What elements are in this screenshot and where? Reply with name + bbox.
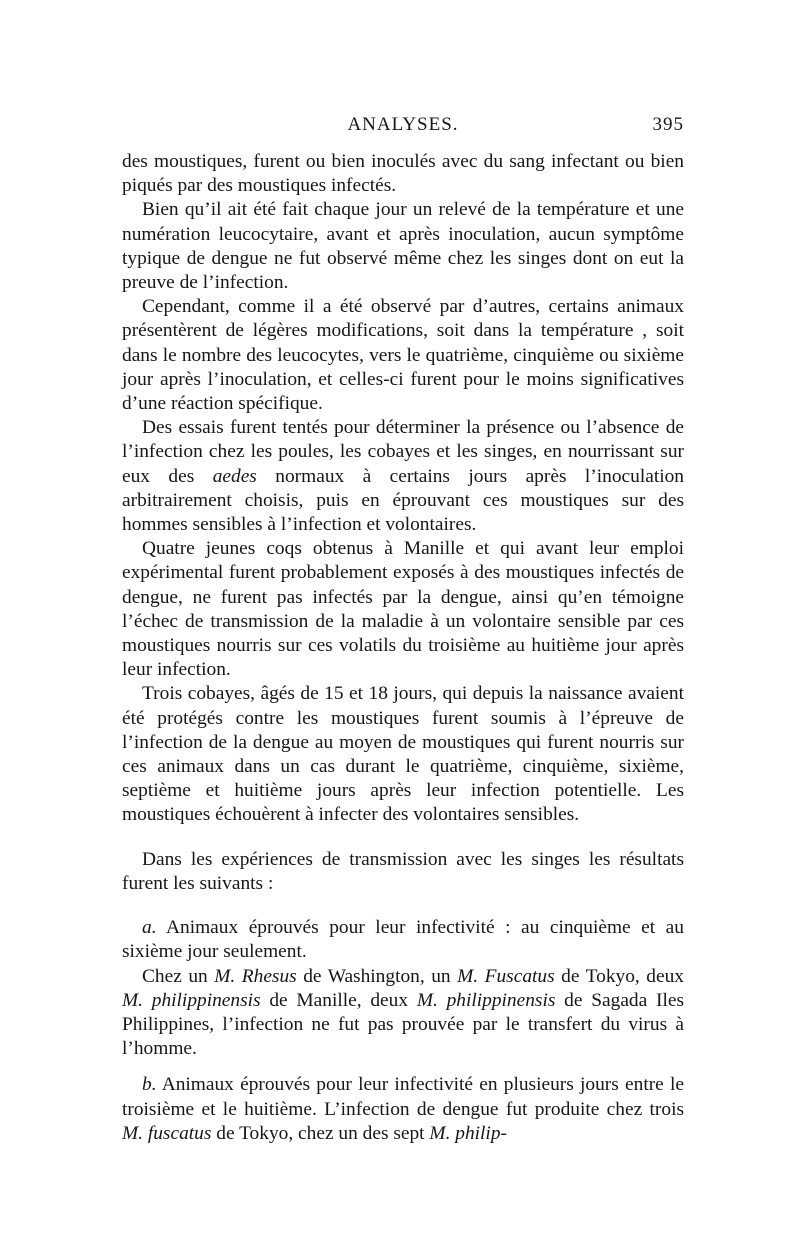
- body-text: [122, 150, 684, 1146]
- paragraph-a: a. Animaux éprouvés pour leur infectivité : au cinquième et au sixième jour seulement.: [122, 917, 684, 963]
- page-number: 395: [652, 114, 684, 135]
- paragraph-continued: des moustiques, furent ou bien inoculés avec du sang infectant ou bien piqués par des moustiques infectés.: [122, 151, 684, 197]
- paragraph-temperature: Bien qu’il ait été fait chaque jour un relevé de la température et une numération leucocytaire, avant et après inoculation, aucun symptôme typique de dengue ne fut observé même chez les singes dont on eut la preuve de l’infection.: [122, 199, 684, 294]
- running-header: [122, 114, 684, 142]
- paragraph-singes: Dans les expériences de transmission avec les singes les résultats furent les suivants :: [122, 848, 684, 894]
- paragraph-coqs: Quatre jeunes coqs obtenus à Manille et qui avant leur emploi expérimental furent probablement exposés à des moustiques infectés de dengue, ne furent pas infectés par la dengue, ainsi qu’en témoigne l’échec de transmission de la maladie à un volontaire sensible par ces moustiques nourris sur ces volatils du troisième au huitième jour après leur infection.: [122, 538, 684, 681]
- paragraph-cobayes: Trois cobayes, âgés de 15 et 18 jours, qui depuis la naissance avaient été protégés contre les moustiques furent soumis à l’épreuve de l’infection de la dengue au moyen de moustiques qui furent nourris sur ces animaux dans un cas durant le quatrième, cinquième, sixième, septième et huitième jours après leur infection potentielle. Les moustiques échouèrent à infecter des volontaires sensibles.: [122, 683, 684, 826]
- paragraph-modifications: Cependant, comme il a été observé par d’autres, certains animaux présentèrent de légères modifications, soit dans la température , soit dans le nombre des leucocytes, vers le quatrième, cinquième ou sixième jour après l’inoculation, et celles-ci furent pour le moins significatives d’une réaction spécifique.: [122, 296, 684, 415]
- paragraph-essais: Des essais furent tentés pour déterminer la présence ou l’absence de l’infection chez les poules, les cobayes et les singes, en nourrissant sur eux des aedes normaux à certains jours après l’inoculation arbitrairement choisis, puis en éprouvant ces moustiques sur des hommes sensibles à l’infection et volontaires.: [122, 417, 684, 536]
- running-title: ANALYSES.: [347, 114, 459, 135]
- paragraph-rhesus: Chez un M. Rhesus de Washington, un M. Fuscatus de Tokyo, deux M. philippinensis de Manille, deux M. philippinensis de Sagada Iles Philippines, l’infection ne fut pas prouvée par le transfert du virus à l’homme.: [122, 965, 684, 1060]
- paragraph-b: b. Animaux éprouvés pour leur infectivité en plusieurs jours entre le troisième et le huitième. L’infection de dengue fut produite chez trois M. fuscatus de Tokyo, chez un des sept M. philip-: [122, 1074, 684, 1144]
